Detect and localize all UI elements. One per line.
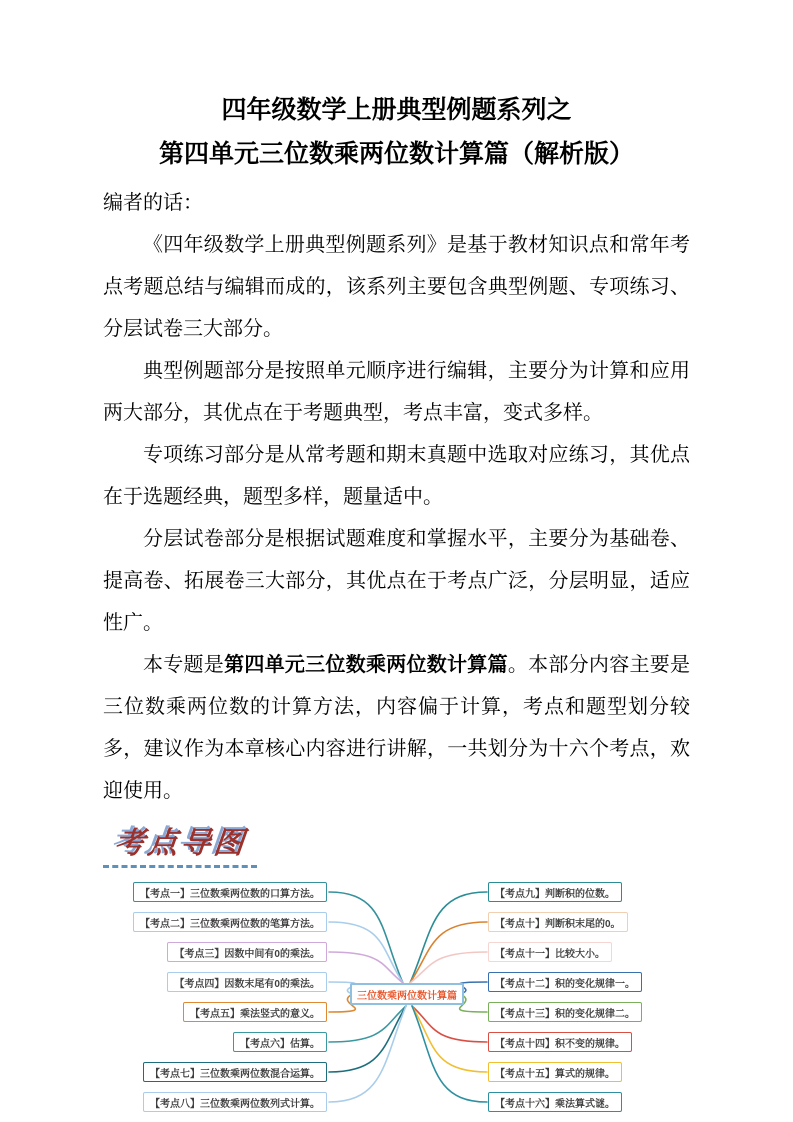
paragraph-special-practice: 专项练习部分是从常考题和期末真题中选取对应练习，其优点在于选题经典，题型多样，题量适中。 xyxy=(103,444,690,508)
topic-node: 【考点十三】积的变化规律二。 xyxy=(488,1002,642,1022)
mindmap-heading: 考点导图 xyxy=(112,826,249,861)
topic-node: 【考点四】因数末尾有0的乘法。 xyxy=(167,972,327,992)
paragraph-typical-examples: 典型例题部分是按照单元顺序进行编辑，主要分为计算和应用两大部分，其优点在于考题典型，考点丰富，变式多样。 xyxy=(103,360,690,424)
topic-node: 【考点六】估算。 xyxy=(233,1032,327,1052)
mindmap-right-column xyxy=(488,882,642,1112)
topic-text-pre: 本专题是 xyxy=(143,654,225,676)
mindmap-left-column xyxy=(133,882,327,1112)
mindmap-heading-underline xyxy=(103,818,257,868)
topic-node: 【考点一】三位数乘两位数的口算方法。 xyxy=(133,882,327,902)
topic-node: 【考点八】三位数乘两位数列式计算。 xyxy=(143,1092,327,1112)
document-body xyxy=(103,182,690,812)
topic-node: 【考点十四】积不变的规律。 xyxy=(488,1032,632,1052)
paragraph-current-topic xyxy=(103,644,690,812)
topic-node: 【考点三】因数中间有0的乘法。 xyxy=(167,942,327,962)
topic-node: 【考点十一】比较大小。 xyxy=(488,942,612,962)
title-line-1: 四年级数学上册典型例题系列之 xyxy=(221,96,572,124)
document-title xyxy=(103,88,690,176)
topic-node: 【考点十】判断积末尾的0。 xyxy=(488,912,628,932)
paragraph-series-intro: 《四年级数学上册典型例题系列》是基于教材知识点和常年考点考题总结与编辑而成的，该系列主要包含典型例题、专项练习、分层试卷三大部分。 xyxy=(103,234,690,340)
topic-node: 【考点十五】算式的规律。 xyxy=(488,1062,622,1082)
paragraph-layered-papers: 分层试卷部分是根据试题难度和掌握水平，主要分为基础卷、提高卷、拓展卷三大部分，其优点在于考点广泛，分层明显，适应性广。 xyxy=(103,528,690,634)
title-line-2: 第四单元三位数乘两位数计算篇（解析版） xyxy=(158,140,634,168)
topic-node: 【考点五】乘法竖式的意义。 xyxy=(183,1002,327,1022)
mindmap-central-topic: 三位数乘两位数计算篇 xyxy=(350,983,464,1005)
topic-node: 【考点七】三位数乘两位数混合运算。 xyxy=(143,1062,327,1082)
topic-node: 【考点十二】积的变化规律一。 xyxy=(488,972,642,992)
editor-note-label: 编者的话： xyxy=(103,192,203,214)
mindmap xyxy=(103,876,690,1122)
topic-text-post: 。本部分内容主要是三位数乘两位数的计算方法，内容偏于计算，考点和题型划分较多，建议作为本章核心内容进行讲解，一共划分为十六个考点，欢迎使用。 xyxy=(103,654,691,802)
topic-node: 【考点二】三位数乘两位数的笔算方法。 xyxy=(133,912,327,932)
topic-node: 【考点九】判断积的位数。 xyxy=(488,882,622,902)
topic-text-bold: 第四单元三位数乘两位数计算篇 xyxy=(224,654,508,676)
topic-node: 【考点十六】乘法算式谜。 xyxy=(488,1092,622,1112)
